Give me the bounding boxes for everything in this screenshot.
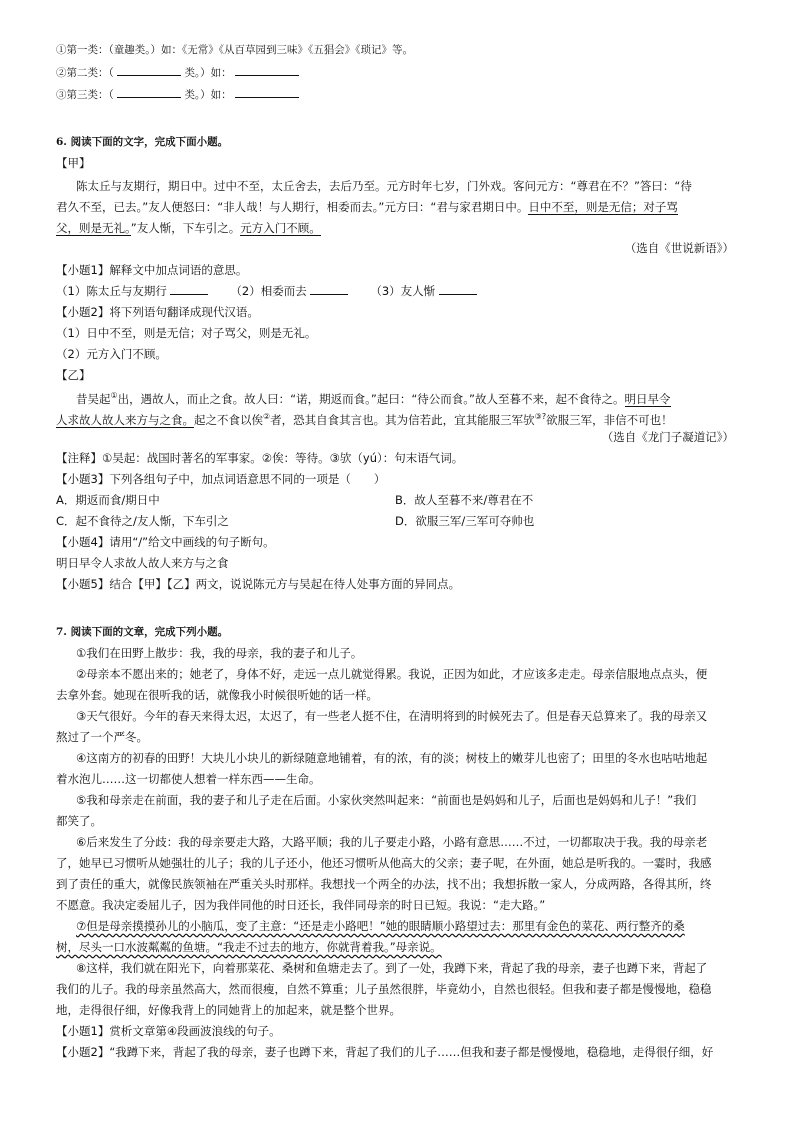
q7-wavy-line: ⑦但是母亲摸摸孙儿的小脑瓜，变了主意：“还是走小路吧！”她的眼睛顺小路望过去：那里有金色的菜花、两行整齐的桑 [76,919,685,933]
q6-jia-label: 【甲】 [56,156,91,170]
answer-blank[interactable] [439,283,477,295]
q7-subquestion-2: 【小题2】“我蹲下来，背起了我的母亲，妻子也蹲下来，背起了我们的儿子……但我和妻子都是慢慢地，稳稳地，走得很仔细，好 [56,1045,714,1059]
q7-paragraph-line: 我们的儿子。我的母亲虽然高大，然而很瘦，自然不算重；儿子虽然很胖，毕竟幼小，自然也很轻。但我和妻子都是慢慢地，稳稳 [56,982,712,996]
q6-yi-label: 【乙】 [56,368,91,382]
q7-paragraph-line: ⑤我和母亲走在前面，我的妻子和儿子走在后面。小家伙突然叫起来：“前面也是妈妈和儿子，后面也是妈妈和儿子！”我们 [76,793,697,807]
q6-translate-item: （2）元方入门不顾。 [56,347,167,361]
q6-underlined-sentence: 元方入门不顾。 [240,221,321,235]
q6-subquestion-1: 【小题1】解释文中加点词语的意思。 [56,263,248,277]
q6-subquestion-2: 【小题2】将下列语句翻译成现代汉语。 [56,305,259,319]
q7-paragraph-line: ⑥后来发生了分歧：我的母亲要走大路，大路平顺；我的儿子要走小路，小路有意思……不过，一切都取决于我。我的母亲老 [76,835,708,849]
category-line-2: ②第二类：（ 类。）如： [56,64,299,81]
q6-heading: 6. 阅读下面的文字，完成下面小题。 [56,136,229,148]
q7-paragraph-line: ④这南方的初春的田野！大块儿小块儿的新绿随意地铺着，有的浓，有的淡；树枝上的嫩芽儿也密了；田里的冬水也咕咕地起 [76,751,708,765]
q6-passage-yi-line: 人求故人故人来方与之食。起之不食以俟②者，恐其自食其言也。其为信若此，宜其能服三军欤③?欲服三军，非信不可也！ [56,412,673,427]
answer-blank[interactable] [235,86,299,98]
q7-paragraph-line: ①我们在田野上散步：我，我的母亲，我的妻子和儿子。 [76,646,363,660]
q7-paragraph-line: ⑧这样，我们就在阳光下，向着那菜花、桑树和鱼塘走去了。到了一处，我蹲下来，背起了我的母亲，妻子也蹲下来，背起了 [76,961,708,975]
q7-subquestion-1: 【小题1】赏析文章第④段画波浪线的句子。 [56,1024,281,1038]
answer-blank[interactable] [235,64,299,76]
q7-paragraph-line: 都笑了。 [56,814,102,828]
q6-subquestion-3: 【小题3】下列各组句子中，加点词语意思不同的一项是（ ） [56,472,386,486]
q7-paragraph-line: ②母亲本不愿出来的；她老了，身体不好，走远一点儿就觉得累。我说，正因为如此，才应该多走走。母亲信服地点点头，便 [76,667,708,681]
q6-passage-line: 父，则是无礼。”友人惭，下车引之。元方入门不顾。 [56,221,321,235]
q7-paragraph-line: 地，走得很仔细，好像我背上的同她背上的加起来，就是整个世界。 [56,1003,401,1017]
q6-subquestion-4-text: 明日早令人求故人故人来方与之食 [56,556,229,570]
q7-paragraph-line: 不愿意。我决定委屈儿子，因为我伴同他的时日还长，我伴同母亲的时日已短。我说：“走大路。” [56,898,546,912]
q7-paragraph-line: 去拿外套。她现在很听我的话，就像我小时候很听她的话一样。 [56,688,378,702]
q6-option-d[interactable]: D．欲服三军/三军可夺帅也 [395,514,535,528]
category-line-3: ③第三类：（ 类。）如： [56,86,299,103]
q7-paragraph-line: 到了责任的重大，就像民族领袖在严重关头时那样。我想找一个两全的办法，找不出；我想拆散一家人，分成两路，各得其所，终 [56,877,712,891]
q6-source-1: （选自《世说新语》） [624,241,734,255]
answer-blank[interactable] [117,86,181,98]
q6-source-2: （选自《龙门子凝道记》） [601,430,734,444]
q7-paragraph-line: 了，她早已习惯听从她强壮的儿子；我的儿子还小，他还习惯听从他高大的父亲；妻子呢，在外面，她总是听我的。一霎时，我感 [56,856,712,870]
q6-option-b[interactable]: B．故人至暮不来/尊君在不 [395,493,534,507]
q7-paragraph-line: 熬过了一个严冬。 [56,730,148,744]
q6-underlined-sentence: 日中不至，则是无信；对子骂 [528,200,678,214]
q6-underlined-sentence: 人求故人故人来方与之食。 [56,412,194,427]
q6-option-a[interactable]: A．期返而食/期日中 [56,493,160,507]
q6-passage-line: 陈太丘与友期行，期日中。过中不至，太丘舍去，去后乃至。元方时年七岁，门外戏。客问元方：“尊君在不？”答曰：“待 [76,179,692,193]
q6-subquestion-1-items: （1）陈太丘与友期行 （2）相委而去 （3）友人惭 [56,283,477,299]
answer-blank[interactable] [170,283,208,295]
q6-option-c[interactable]: C．起不食待之/友人惭，下车引之 [56,514,229,528]
q7-heading: 7. 阅读下面的文章，完成下列小题。 [56,626,229,638]
answer-blank[interactable] [310,283,348,295]
q6-notes: 【注释】①吴起：战国时著名的军事家。②俟：等待。③欤（yú）：句末语气词。 [56,451,464,465]
answer-blank[interactable] [117,64,181,76]
q6-subquestion-4: 【小题4】请用“/”给文中画线的句子断句。 [56,535,275,549]
q6-subquestion-5: 【小题5】结合【甲】【乙】两文，说说陈元方与吴起在待人处事方面的异同点。 [56,577,461,591]
q7-paragraph-line: ③天气很好。今年的春天来得太迟，太迟了，有一些老人挺不住，在清明将到的时候死去了。但是春天总算来了。我的母亲又 [76,709,708,723]
q6-passage-yi-line: 昔吴起①出，遇故人，而止之食。故人曰：“诺，期返而食。”起曰：“待公而食。”故人至暮不来，起不食待之。明日早令 [76,391,671,406]
q7-paragraph-line: 着水泡儿……这一切都使人想着一样东西——生命。 [56,772,321,786]
q7-wavy-line: 树，尽头一口水波粼粼的鱼塘。“我走不过去的地方，你就背着我。”母亲说。 [56,940,442,954]
q6-passage-line: 君久不至，已去。”友人便怒曰：“非人哉！与人期行，相委而去。”元方曰：“君与家君期日中。日中不至，则是无信；对子骂 [56,200,678,214]
q6-translate-item: （1）日中不至，则是无信；对子骂父，则是无礼。 [56,326,317,340]
category-line-1: ①第一类：（童趣类。）如：《无常》《从百草园到三味》《五猖会》《琐记》等。 [56,44,413,56]
